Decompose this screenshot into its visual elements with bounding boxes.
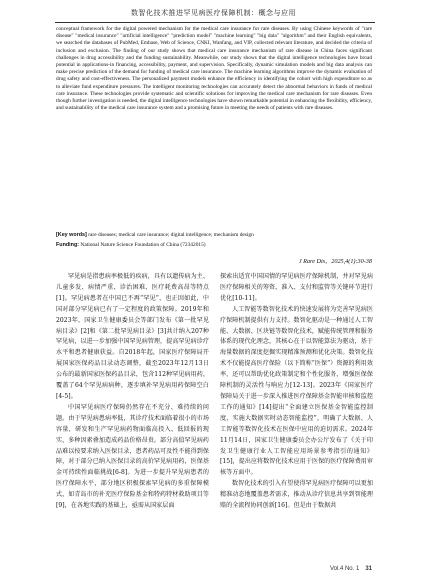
abstract-paragraph: conceptual framework for the digital powered mechanism for the medical care insurance for rare diseases. By using Chinese keywords of "rare disease" "medical insurance" "artificial intelligence" "prediction model" "machine learning" "big data" "algorithm" and their English equivalents, we searched the databases of PubMed, Embase, Web of Science, CNKI, Wanfang, and VIP, collected relevant literature, and decided the criteria of inclusion and exclusion. The finding of our study shows that medical care insurance mechanism of rare disease in China faces significant challenges in drug accessibility and the funding sustainability. Meanwhile, our study shows that the digital intelligence technologies have broad potential in applications-in financing, accessibility, payment, and supervision. Specifically, dynamic simulation models and big data analysis can make precise prediction of the demand for funding of medical care insurance. The machine learning algorithms improve the dynamic evaluation of drug safety and cost-effectiveness. The personalized payment models enhance the efficiency in identifying the cohort with high expenditure so as to alleviate fund expenditure pressures. The intelligent monitoring technologies can accurately detect the abnormal behaviors in funds of medical care insurance. These technologies provide systematic and scientific solutions for improving the medical care mechanism for rare diseases. Even though further investigation is needed, the digital intelligence technologies have shown remarkable potential in enhancing the flexibility, efficiency, and sustainability of the medical care insurance system and a promising future in meeting the needs of patients with rare diseases.: [56, 26, 372, 112]
header-rule: [55, 22, 375, 23]
body-paragraph: 中国罕见病医疗保障仍然存在不充分、难持续的问题。由于罕见病患病率低，其诊疗技术面临着很小的市场容量，研发和生产罕见病药物面临高投入、低回报的现实，多种因素叠加造成药品价格昂贵。部分高值罕见病药品难以按要求纳入医保目录，患者药品可及性不能得到保障，对于部分已纳入医保目录的高价罕见病用药，医保基金可持续性面临挑战[6-8]。为进一步提升罕见病患者的医疗保障水平，部分地区积极探索罕见病的多重保障模式，如青岛市的补充医疗保险基金和特药特材救助项目等[9]，在各地实践的基础上，亟需从国家层面: [56, 403, 209, 510]
body-paragraph: 罕见病是指患病率极低的疾病，具有以遗传病为主、儿童多发、病情严重、诊治困难、医疗耗费高昂等特点[1]。罕见病患者在中国已不再“罕见”，也正因如此，中国对部分罕见病已有了一定程度的政策保障。2019年和2023年，国家卫生健康委员会等部门发布《第一批罕见病目录》[2]和《第二批罕见病目录》[3]共计纳入207种罕见病，以进一步加强中国罕见病管理，提高罕见病诊疗水平和患者健康获益。自2018年起，国家医疗保障局开展国家医保药品目录动态调整，截至2023年12月13日公布的最新国家医保药品目录，包含112种罕见病用药，覆盖了64个罕见病病种，逐步填补罕见病用药保障空白[4-5]。: [56, 273, 209, 400]
funding-text: National Nature Science Foundation of China (72342015): [80, 242, 206, 248]
journal-citation: J Rare Dis，2025,4(1):30-38: [298, 258, 372, 265]
page-number: 31: [365, 566, 372, 572]
keywords-label: [Key words]: [56, 232, 87, 238]
page-footer: [330, 566, 372, 572]
body-paragraph: 探索出适宜中国国情的罕见病医疗保障机制，并对罕见病医疗保障相关的筹资、准入、支付和监管等关键环节进行优化[10-11]。: [220, 273, 373, 302]
body-paragraph: 人工智能等数智化技术的快速发展将为完善罕见病医疗保障机制提供有力支持。数智化驱动是一种通过人工智能、大数据、区块链等数智化技术，赋能传统管理和服务体系的现代化理念，其核心在于以智能算法为驱动，基于海量数据的深度挖掘实现精准预测和优化决策。数智化技术不仅能提高医疗保险（以下简称“医保”）资源的利用效率，还可以帮助优化政策制定和个性化服务，增强医保保障机制的灵活性与响应力[12-13]。2023年《国家医疗保障局关于进一步深入推进医疗保障基金智能审核和监控工作的通知》[14]提出“全面建立医保基金智能监控制度，实施大数据实时动态智能监控”，明确了大数据、人工智能等数智化技术在医保中应用的迫切需求。2024年11月14日，国家卫生健康委员会办公厅发布了《关于印发卫生健康行业人工智能应用场景参考指引的通知》[15]，提出应将数智化技术应用于医保的医疗保障费用审核等方面中。: [220, 305, 373, 477]
body-paragraph: 数智化技术的引入有望使得罕见病医疗保障可以更加精准动态地覆盖患者需求，推动从诊疗信息共享到智能理赔的全流程协同创新[16]。但是由于数据共: [220, 480, 373, 510]
english-abstract: [56, 26, 372, 112]
left-column: [56, 272, 209, 512]
issue-label: Vol.4 No. 1: [329, 566, 360, 572]
funding-line: [56, 242, 372, 249]
running-head: 数智化技术推进罕见病医疗保障机制：概念与应用: [131, 9, 296, 17]
right-column: [220, 272, 373, 512]
funding-label: Funding:: [56, 242, 80, 248]
keywords-text: rare diseases; medical care insurance; digital intelligence; mechanism design: [88, 232, 254, 238]
keywords-line: [56, 232, 372, 239]
